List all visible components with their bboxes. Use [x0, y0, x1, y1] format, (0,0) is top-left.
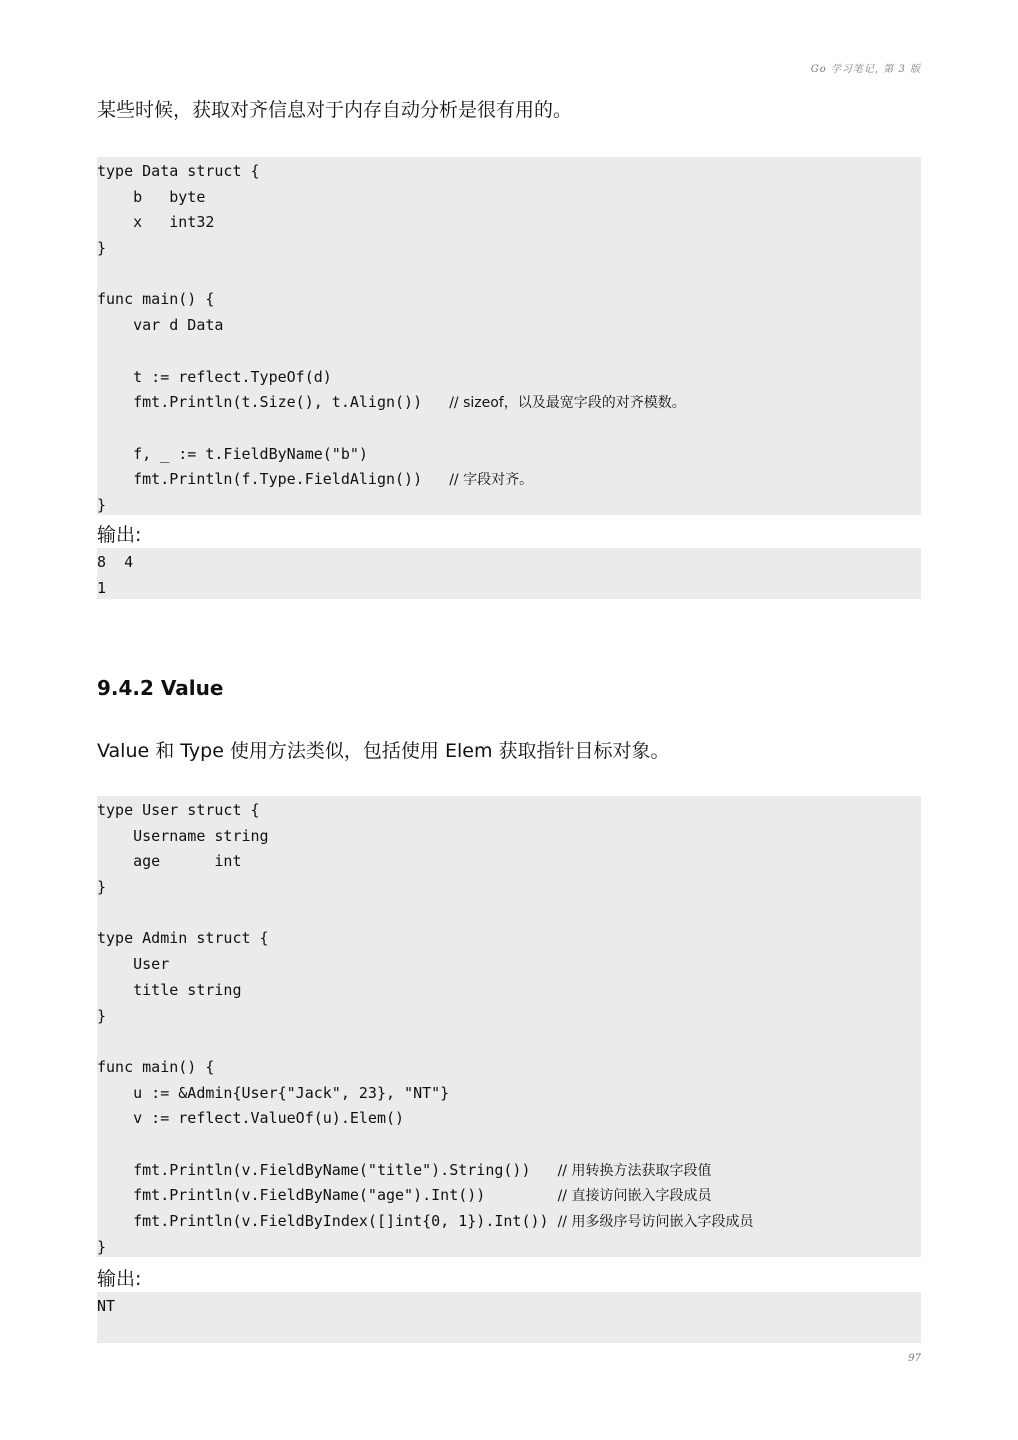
code-line [97, 1158, 921, 1184]
running-header: Go 学习笔记, 第 3 版 [810, 64, 921, 75]
code-line [97, 185, 921, 211]
page-number: 97 [908, 1353, 921, 1364]
code-line [97, 313, 921, 339]
code-text: type User struct { [97, 801, 260, 819]
code-line [97, 416, 921, 442]
code-line [97, 287, 921, 313]
code-line [97, 236, 921, 262]
code-text: User [97, 955, 170, 974]
code-line [97, 1320, 921, 1346]
code-line [97, 798, 921, 824]
section-heading: 9.4.2 Value [97, 676, 224, 700]
code-line [97, 1132, 921, 1158]
code-text: t := reflect.TypeOf(d) [97, 367, 332, 386]
code-line [97, 875, 921, 901]
code-text: fmt.Println(v.FieldByIndex([]int{0, 1}).Int()) [97, 1212, 558, 1230]
code-line [97, 978, 921, 1004]
code-text: title string [97, 980, 242, 999]
code-line [97, 442, 921, 468]
code-block-value [97, 796, 921, 1257]
code-text: fmt.Println(t.Size(), t.Align()) [97, 393, 450, 412]
output-label-2: 输出: [97, 1268, 142, 1290]
output-block-1 [97, 548, 921, 599]
code-line [97, 159, 921, 185]
code-comment: // 用多级序号访问嵌入字段成员 [557, 1214, 754, 1230]
code-line [97, 339, 921, 365]
code-line [97, 365, 921, 391]
code-line [97, 824, 921, 850]
code-line [97, 576, 921, 602]
code-text: age int [97, 852, 242, 871]
code-line [97, 467, 921, 493]
intro-paragraph: 某些时候，获取对齐信息对于内存自动分析是很有用的。 [97, 99, 573, 121]
code-text: f, _ := t.FieldByName("b") [97, 444, 368, 463]
code-line [97, 1106, 921, 1132]
code-line [97, 1081, 921, 1107]
code-line [97, 390, 921, 416]
code-text: fmt.Println(v.FieldByName("title").String()) [97, 1160, 558, 1179]
code-text: b byte [97, 187, 206, 206]
code-text: } [97, 239, 107, 258]
code-line [97, 1294, 921, 1320]
code-text: } [97, 878, 107, 897]
code-line [97, 1004, 921, 1030]
code-line [97, 901, 921, 927]
output-label-1: 输出: [97, 524, 142, 546]
code-comment: // 字段对齐。 [449, 472, 534, 489]
code-text: 8 4 [97, 553, 134, 571]
code-text: } [97, 1006, 107, 1025]
code-line [97, 1235, 921, 1261]
code-line [97, 1055, 921, 1081]
code-text: Username string [97, 826, 269, 845]
code-line [97, 926, 921, 952]
code-text: type Data struct { [97, 162, 260, 180]
code-comment: // sizeof，以及最宽字段的对齐模数。 [449, 395, 686, 412]
code-text: func main() { [97, 290, 215, 309]
code-line [97, 849, 921, 875]
code-text: NT [97, 1297, 116, 1315]
code-line [97, 493, 921, 519]
code-text: type Admin struct { [97, 929, 269, 948]
code-line [97, 1209, 921, 1235]
code-text: fmt.Println(v.FieldByName("age").Int()) [97, 1186, 558, 1205]
code-block-data-struct [97, 157, 921, 515]
code-line [97, 262, 921, 288]
code-line [97, 1183, 921, 1209]
code-comment: // 直接访问嵌入字段成员 [557, 1188, 712, 1205]
code-line [97, 1029, 921, 1055]
code-text: var d Data [97, 316, 224, 335]
code-text: v := reflect.ValueOf(u).Elem() [97, 1109, 405, 1128]
code-text: x int32 [97, 213, 215, 232]
code-line [97, 550, 921, 576]
section-paragraph: Value 和 Type 使用方法类似，包括使用 Elem 获取指针目标对象。 [97, 740, 670, 762]
code-comment: // 用转换方法获取字段值 [557, 1162, 712, 1179]
code-text: fmt.Println(f.Type.FieldAlign()) [97, 470, 450, 489]
output-block-2 [97, 1292, 921, 1343]
code-text: } [97, 495, 107, 514]
code-text: 1 [97, 578, 107, 597]
code-line [97, 952, 921, 978]
code-line [97, 210, 921, 236]
code-text: } [97, 1237, 107, 1256]
code-text: u := &Admin{User{"Jack", 23}, "NT"} [97, 1083, 450, 1102]
code-text: func main() { [97, 1057, 215, 1076]
